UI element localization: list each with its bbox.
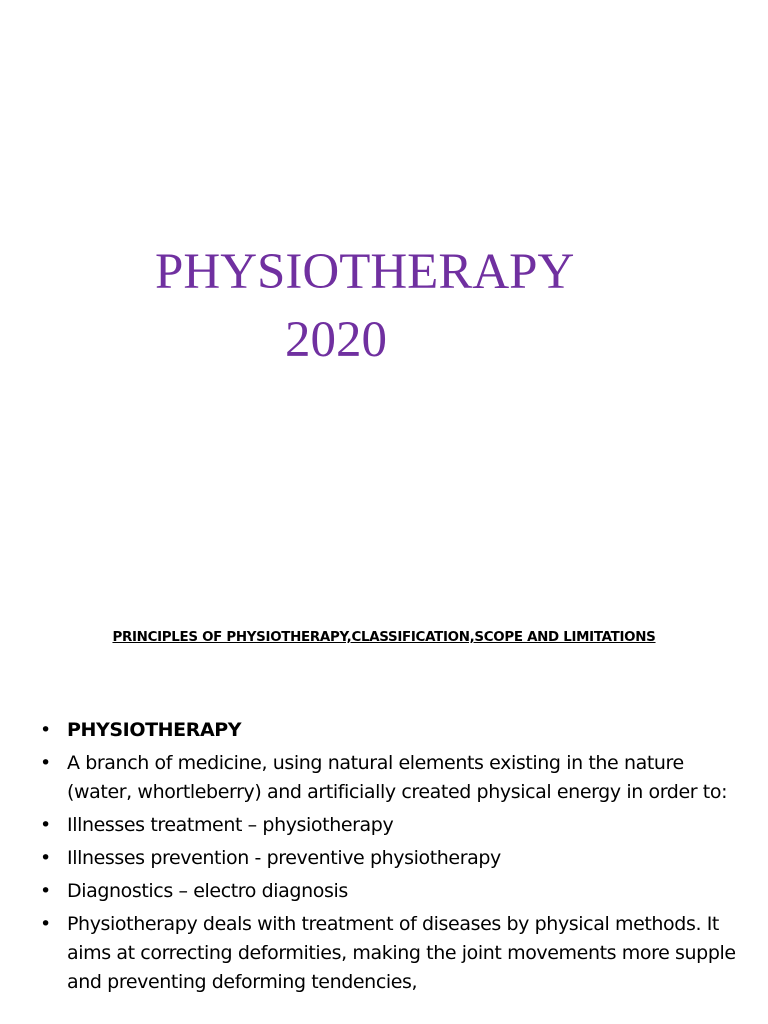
bullet-item-prevention	[40, 844, 740, 873]
bullet-text: Diagnostics – electro diagnosis	[67, 880, 348, 902]
bullet-text: Physiotherapy deals with treatment of diseases by physical methods. It aims at correcting deformities, making the joint movements more supple and preventing deforming tendencies,	[67, 913, 736, 993]
bullet-dot-icon: •	[40, 814, 51, 836]
title-line-year: 2020	[285, 312, 387, 368]
bullet-text: PHYSIOTHERAPY	[67, 719, 242, 741]
bullet-dot-icon: •	[40, 719, 51, 741]
bullet-item-heading	[40, 716, 740, 745]
bullet-dot-icon: •	[40, 880, 51, 902]
bullet-text: Illnesses prevention - preventive physiotherapy	[67, 847, 501, 869]
bullet-item-definition	[40, 749, 740, 807]
bullet-item-description	[40, 910, 740, 997]
bullet-dot-icon: •	[40, 752, 51, 774]
bullet-item-treatment	[40, 811, 740, 840]
bullet-dot-icon: •	[40, 913, 51, 935]
bullet-dot-icon: •	[40, 847, 51, 869]
bullet-text: A branch of medicine, using natural elements existing in the nature (water, whortleberry) and artificially created physical energy in order to:	[67, 752, 728, 803]
bullet-text: Illnesses treatment – physiotherapy	[67, 814, 394, 836]
section-subheading: PRINCIPLES OF PHYSIOTHERAPY,CLASSIFICATION,SCOPE AND LIMITATIONS	[112, 630, 656, 645]
bullet-list	[40, 716, 740, 1001]
title-line-physiotherapy: PHYSIOTHERAPY	[155, 244, 575, 300]
bullet-item-diagnostics	[40, 877, 740, 906]
